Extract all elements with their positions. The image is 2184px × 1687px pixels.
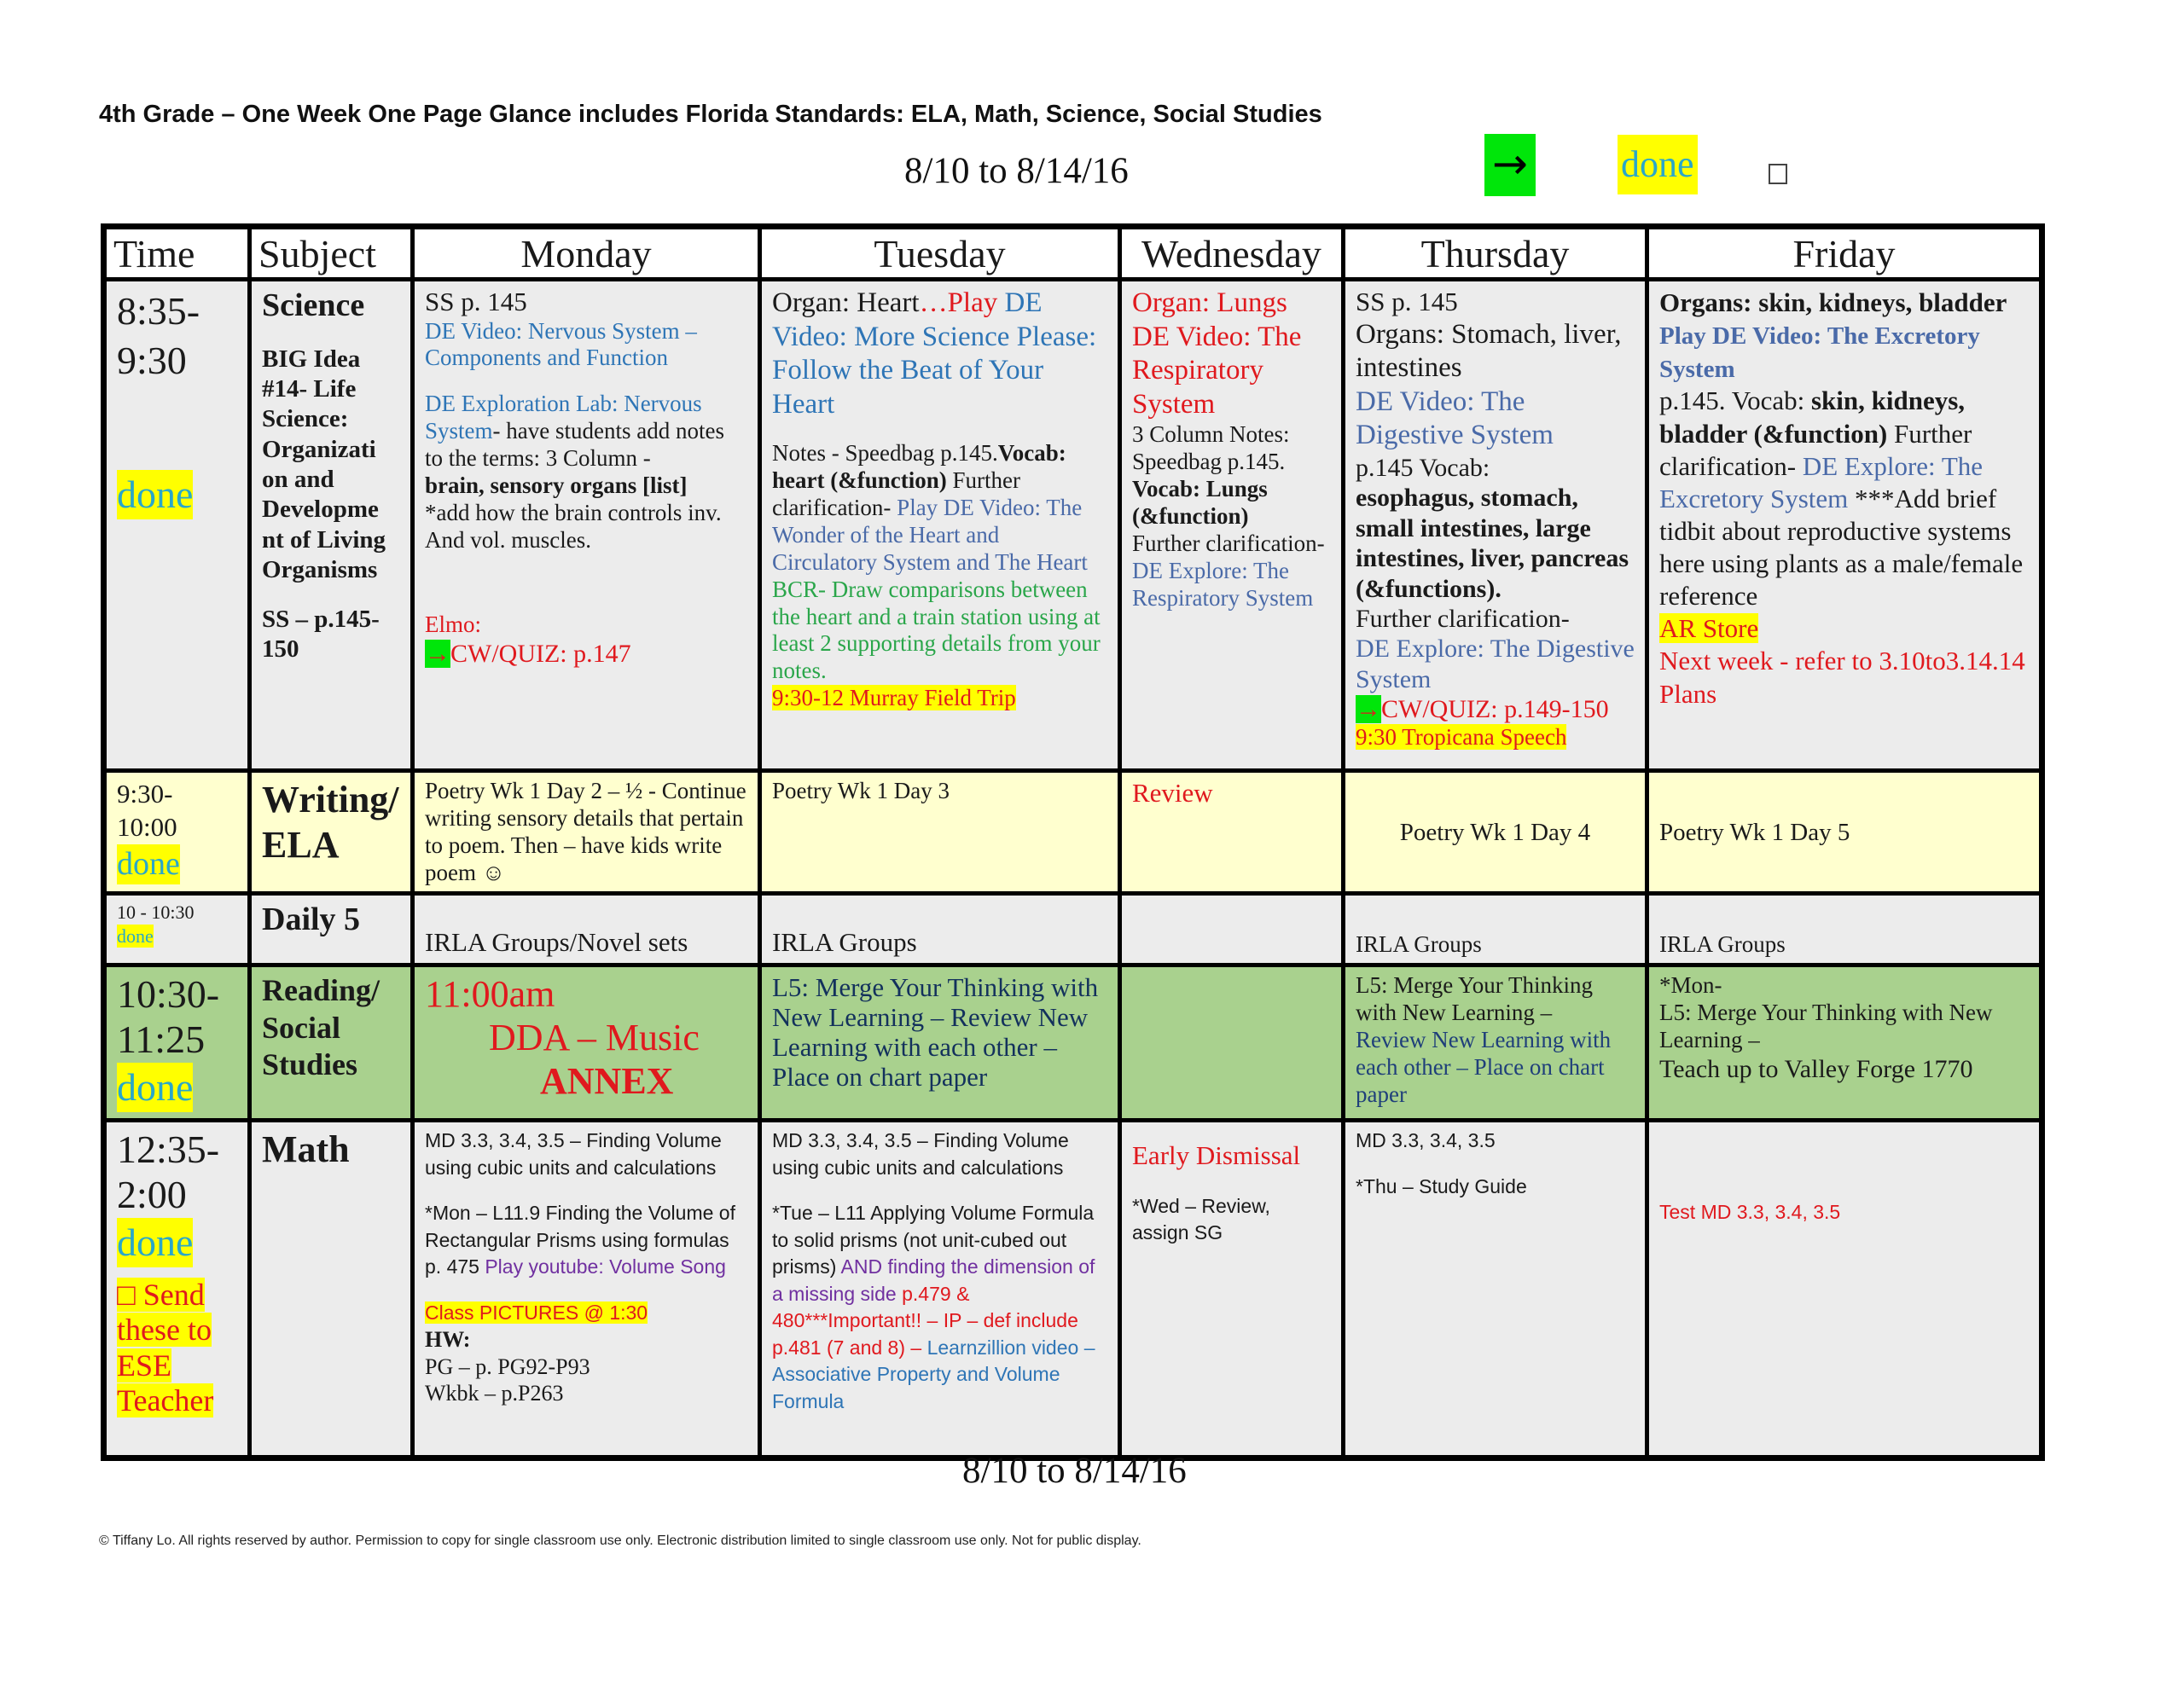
vocab-text: skin, kidneys, bladder (&function) [1659, 386, 1966, 449]
learnzillion-link[interactable]: Learnzillion video – Associative Property and Volume Formula [772, 1336, 1095, 1412]
lesson-text: Poetry Wk 1 Day 3 [772, 778, 950, 803]
time-cell [104, 965, 250, 1121]
bcr-text: BCR- Draw comparisons between the heart and a train station using at least 2 supporting details from your notes. [772, 576, 1101, 684]
de-video-link[interactable]: DE Video: The Respiratory System [1132, 321, 1302, 420]
reading-monday-cell [413, 965, 760, 1121]
de-video-link[interactable]: DE Video: The Digestive System [1356, 386, 1554, 451]
time-cell [104, 280, 250, 771]
lesson-text: AND finding the dimension of a missing side [772, 1255, 1095, 1305]
subject-cell [250, 894, 413, 965]
ela-wednesday-cell [1120, 771, 1344, 894]
reading-friday-cell [1647, 965, 2042, 1121]
document-title: 4th Grade – One Week One Page Glance includes Florida Standards: ELA, Math, Science, Social Studies [99, 101, 1322, 128]
science-tuesday-cell [760, 280, 1120, 771]
quiz-text: CW/QUIZ: p.147 [450, 640, 631, 669]
science-thursday-cell [1344, 280, 1647, 771]
organ-title: Organs: Stomach, liver, intestines [1356, 318, 1622, 384]
youtube-link[interactable]: Play youtube: Volume Song [485, 1255, 726, 1278]
subject-cell [250, 771, 413, 894]
subject-label: Writing/ ELA [262, 779, 399, 866]
arrow-icon: → [1356, 695, 1381, 724]
daily5-monday-cell [413, 894, 760, 965]
reading-wednesday-cell [1120, 965, 1344, 1121]
lesson-text: *Wed – Review, assign SG [1132, 1194, 1270, 1244]
column-header-subject: Subject [250, 227, 413, 280]
ss-page-text: SS p. 145 [1356, 287, 1458, 316]
note-text: Notes - Speedbag p.145. [772, 440, 998, 467]
table-row-math [104, 1121, 2042, 1458]
legend-arrow-icon: → [1484, 134, 1536, 196]
note-text: *add how the brain controls inv. And vol. muscles. [425, 499, 722, 553]
date-range-top: 8/10 to 8/14/16 [904, 151, 1129, 191]
math-wednesday-cell [1120, 1121, 1344, 1458]
vocab-text: brain, sensory organs [list] [425, 472, 688, 498]
test-note: Test MD 3.3, 3.4, 3.5 [1659, 1201, 1841, 1224]
table-row-reading [104, 965, 2042, 1121]
reading-tuesday-cell [760, 965, 1120, 1121]
time-note: 11:00am [425, 973, 555, 1016]
done-marker: done [117, 1218, 193, 1267]
early-dismissal-note: Early Dismissal [1132, 1140, 1301, 1171]
column-header-wednesday: Wednesday [1120, 227, 1344, 280]
send-to-ese-note: □ Send these to ESE Teacher [117, 1277, 214, 1417]
lesson-text: *Tue – L11 Applying Volume Formula to solid prisms (not unit-cubed out prisms) [772, 1202, 1095, 1278]
lesson-text: Poetry Wk 1 Day 4 [1399, 818, 1591, 846]
vocab-text: Vocab: heart (&function) [772, 440, 1066, 494]
weekly-schedule-table [101, 223, 2045, 1461]
homework-text: PG – p. PG92-P93 [425, 1354, 590, 1379]
column-header-friday: Friday [1647, 227, 2042, 280]
science-monday-cell [413, 280, 760, 771]
lesson-text: IRLA Groups [1659, 930, 1786, 957]
table-row-ela [104, 771, 2042, 894]
pictures-note: Class PICTURES @ 1:30 [425, 1301, 648, 1324]
subject-cell [250, 280, 413, 771]
arrow-icon: → [425, 640, 450, 669]
note-text: Further clarification- [1356, 604, 1570, 633]
time-cell [104, 894, 250, 965]
de-video-link[interactable]: Play DE Video: The Wonder of the Heart and Circulatory System and The Heart [772, 495, 1088, 575]
note-text: 3 Column Notes: Speedbag p.145. [1132, 421, 1290, 475]
math-thursday-cell [1344, 1121, 1647, 1458]
daily5-friday-cell [1647, 894, 2042, 965]
lesson-text: Teach up to Valley Forge 1770 [1659, 1055, 1973, 1084]
subject-cell [250, 965, 413, 1121]
organ-title: Organ: Heart [772, 287, 920, 318]
speech-note: 9:30 Tropicana Speech [1356, 724, 1567, 751]
lesson-text: L5: Merge Your Thinking with New Learning – Review New Learning with each other – Place on chart paper [772, 972, 1099, 1093]
ela-monday-cell [413, 771, 760, 894]
done-marker: done [117, 844, 180, 885]
daily5-thursday-cell [1344, 894, 1647, 965]
time-label: 10:30- 11:25 [117, 972, 220, 1062]
note-text: ***Add brief tidbit about reproductive systems here using plants as a male/female reference [1659, 483, 2024, 612]
standard-text: MD 3.3, 3.4, 3.5 [1356, 1129, 1496, 1152]
subject-label: Math [262, 1128, 350, 1171]
lesson-text: Poetry Wk 1 Day 2 – ½ - Continue writing sensory details that pertain to poem. Then – have kids write poem ☺ [425, 778, 746, 885]
header-row [104, 227, 2042, 280]
lesson-text: Poetry Wk 1 Day 5 [1659, 818, 1850, 846]
column-header-thursday: Thursday [1344, 227, 1647, 280]
column-header-tuesday: Tuesday [760, 227, 1120, 280]
ss-pages-text: SS – p.145-150 [262, 605, 380, 663]
math-friday-cell [1647, 1121, 2042, 1458]
de-explore-link[interactable]: DE Explore: The Respiratory System [1132, 557, 1314, 611]
note-text: - have students add notes to the terms: 3 Column - [425, 418, 724, 472]
done-marker: done [117, 1063, 193, 1112]
organ-title: Organs: skin, kidneys, bladder [1659, 287, 2007, 317]
daily5-tuesday-cell [760, 894, 1120, 965]
column-header-monday: Monday [413, 227, 760, 280]
lesson-text: *Mon- [1659, 972, 1722, 999]
important-note: p.479 & 480***Important!! – IP – def include p.481 (7 and 8) – [772, 1282, 1078, 1359]
time-label: 9:30- 10:00 [117, 779, 177, 842]
legend-checkbox-icon [1769, 164, 1787, 184]
time-cell [104, 771, 250, 894]
lesson-text: IRLA Groups/Novel sets [425, 926, 688, 957]
subject-cell [250, 1121, 413, 1458]
de-video-link[interactable]: Play DE Video: The Excretory System [1659, 322, 1980, 383]
ela-thursday-cell [1344, 771, 1647, 894]
standard-text: MD 3.3, 3.4, 3.5 – Finding Volume using cubic units and calculations [425, 1129, 722, 1179]
lesson-text: *Thu – Study Guide [1356, 1174, 1527, 1197]
lesson-text: IRLA Groups [1356, 930, 1482, 957]
table-row-daily5 [104, 894, 2042, 965]
de-explore-link[interactable]: DE Explore: The Digestive System [1356, 635, 1635, 693]
ar-store-note: AR Store [1659, 613, 1759, 644]
time-label: 10 - 10:30 [117, 901, 195, 924]
lesson-text: L5: Merge Your Thinking with New Learning – [1356, 972, 1594, 1026]
elmo-label: Elmo: [425, 612, 481, 638]
legend-done-marker: done [1618, 135, 1698, 194]
lesson-text: *Mon – L11.9 Finding the Volume of Rectangular Prisms using formulas p. 475 [425, 1202, 735, 1278]
lesson-text: Review New Learning with each other – Place on chart paper [1356, 1027, 1612, 1107]
subject-label: Daily 5 [262, 901, 361, 938]
play-label: …Play [919, 287, 998, 318]
quiz-text: CW/QUIZ: p.149-150 [1381, 695, 1609, 724]
standard-text: MD 3.3, 3.4, 3.5 – Finding Volume using cubic units and calculations [772, 1129, 1069, 1179]
note-text: Further clarification- [772, 467, 1020, 521]
date-range-bottom: 8/10 to 8/14/16 [962, 1451, 1187, 1491]
math-monday-cell [413, 1121, 760, 1458]
done-marker: done [117, 470, 193, 519]
done-marker: done [117, 925, 154, 947]
homework-text: Wkbk – p.P263 [425, 1380, 564, 1406]
lesson-text: IRLA Groups [772, 926, 917, 957]
time-label: 12:35- 2:00 [117, 1128, 220, 1217]
vocab-label: p.145 Vocab: [1356, 453, 1490, 482]
ela-friday-cell [1647, 771, 2042, 894]
subject-label: Reading/ Social Studies [262, 973, 380, 1081]
copyright-footer: © Tiffany Lo. All rights reserved by author. Permission to copy for single classroom use only. Electronic distribution limited to single classroom use only. Not for public display. [99, 1533, 1141, 1548]
time-label: 8:35- 9:30 [117, 289, 200, 382]
time-cell [104, 1121, 250, 1458]
vocab-text: Vocab: Lungs (&function) [1132, 476, 1268, 529]
vocab-text: esophagus, stomach, small intestines, large intestines, liver, pancreas (&functions). [1356, 484, 1629, 603]
science-wednesday-cell [1120, 280, 1344, 771]
de-video-link[interactable]: DE Video: Nervous System – Components and Function [425, 317, 697, 371]
science-friday-cell [1647, 280, 2042, 771]
note-text: Further clarification- [1659, 418, 1972, 481]
organ-title: Organ: Lungs [1132, 287, 1287, 318]
big-idea-text: BIG Idea #14- Life Science: Organizati on and Developme nt of Living Organisms [262, 345, 386, 584]
note-text: Further clarification- [1132, 530, 1325, 556]
event-title: DDA – Music [489, 1017, 700, 1059]
homework-label: HW: [425, 1327, 471, 1353]
math-tuesday-cell [760, 1121, 1120, 1458]
lesson-text: Review [1132, 778, 1213, 808]
table-row-science [104, 280, 2042, 771]
de-video-link[interactable]: DE Video: More Science Please: Follow the Beat of Your Heart [772, 287, 1097, 420]
de-lab-link[interactable]: DE Exploration Lab: Nervous System [425, 391, 702, 444]
location-text: ANNEX [540, 1060, 674, 1103]
lesson-text: L5: Merge Your Thinking with New Learning – [1659, 1000, 1993, 1053]
ss-page-text: SS p. 145 [425, 287, 527, 316]
column-header-time: Time [104, 227, 250, 280]
field-trip-note: 9:30-12 Murray Field Trip [772, 685, 1016, 711]
ela-tuesday-cell [760, 771, 1120, 894]
subject-label: Science [262, 287, 365, 323]
vocab-label: p.145. Vocab: [1659, 386, 1805, 416]
de-explore-link[interactable]: DE Explore: The Excretory System [1659, 450, 1984, 513]
reading-thursday-cell [1344, 965, 1647, 1121]
daily5-wednesday-cell [1120, 894, 1344, 965]
next-week-note: Next week - refer to 3.10to3.14.14 Plans [1659, 646, 2025, 709]
